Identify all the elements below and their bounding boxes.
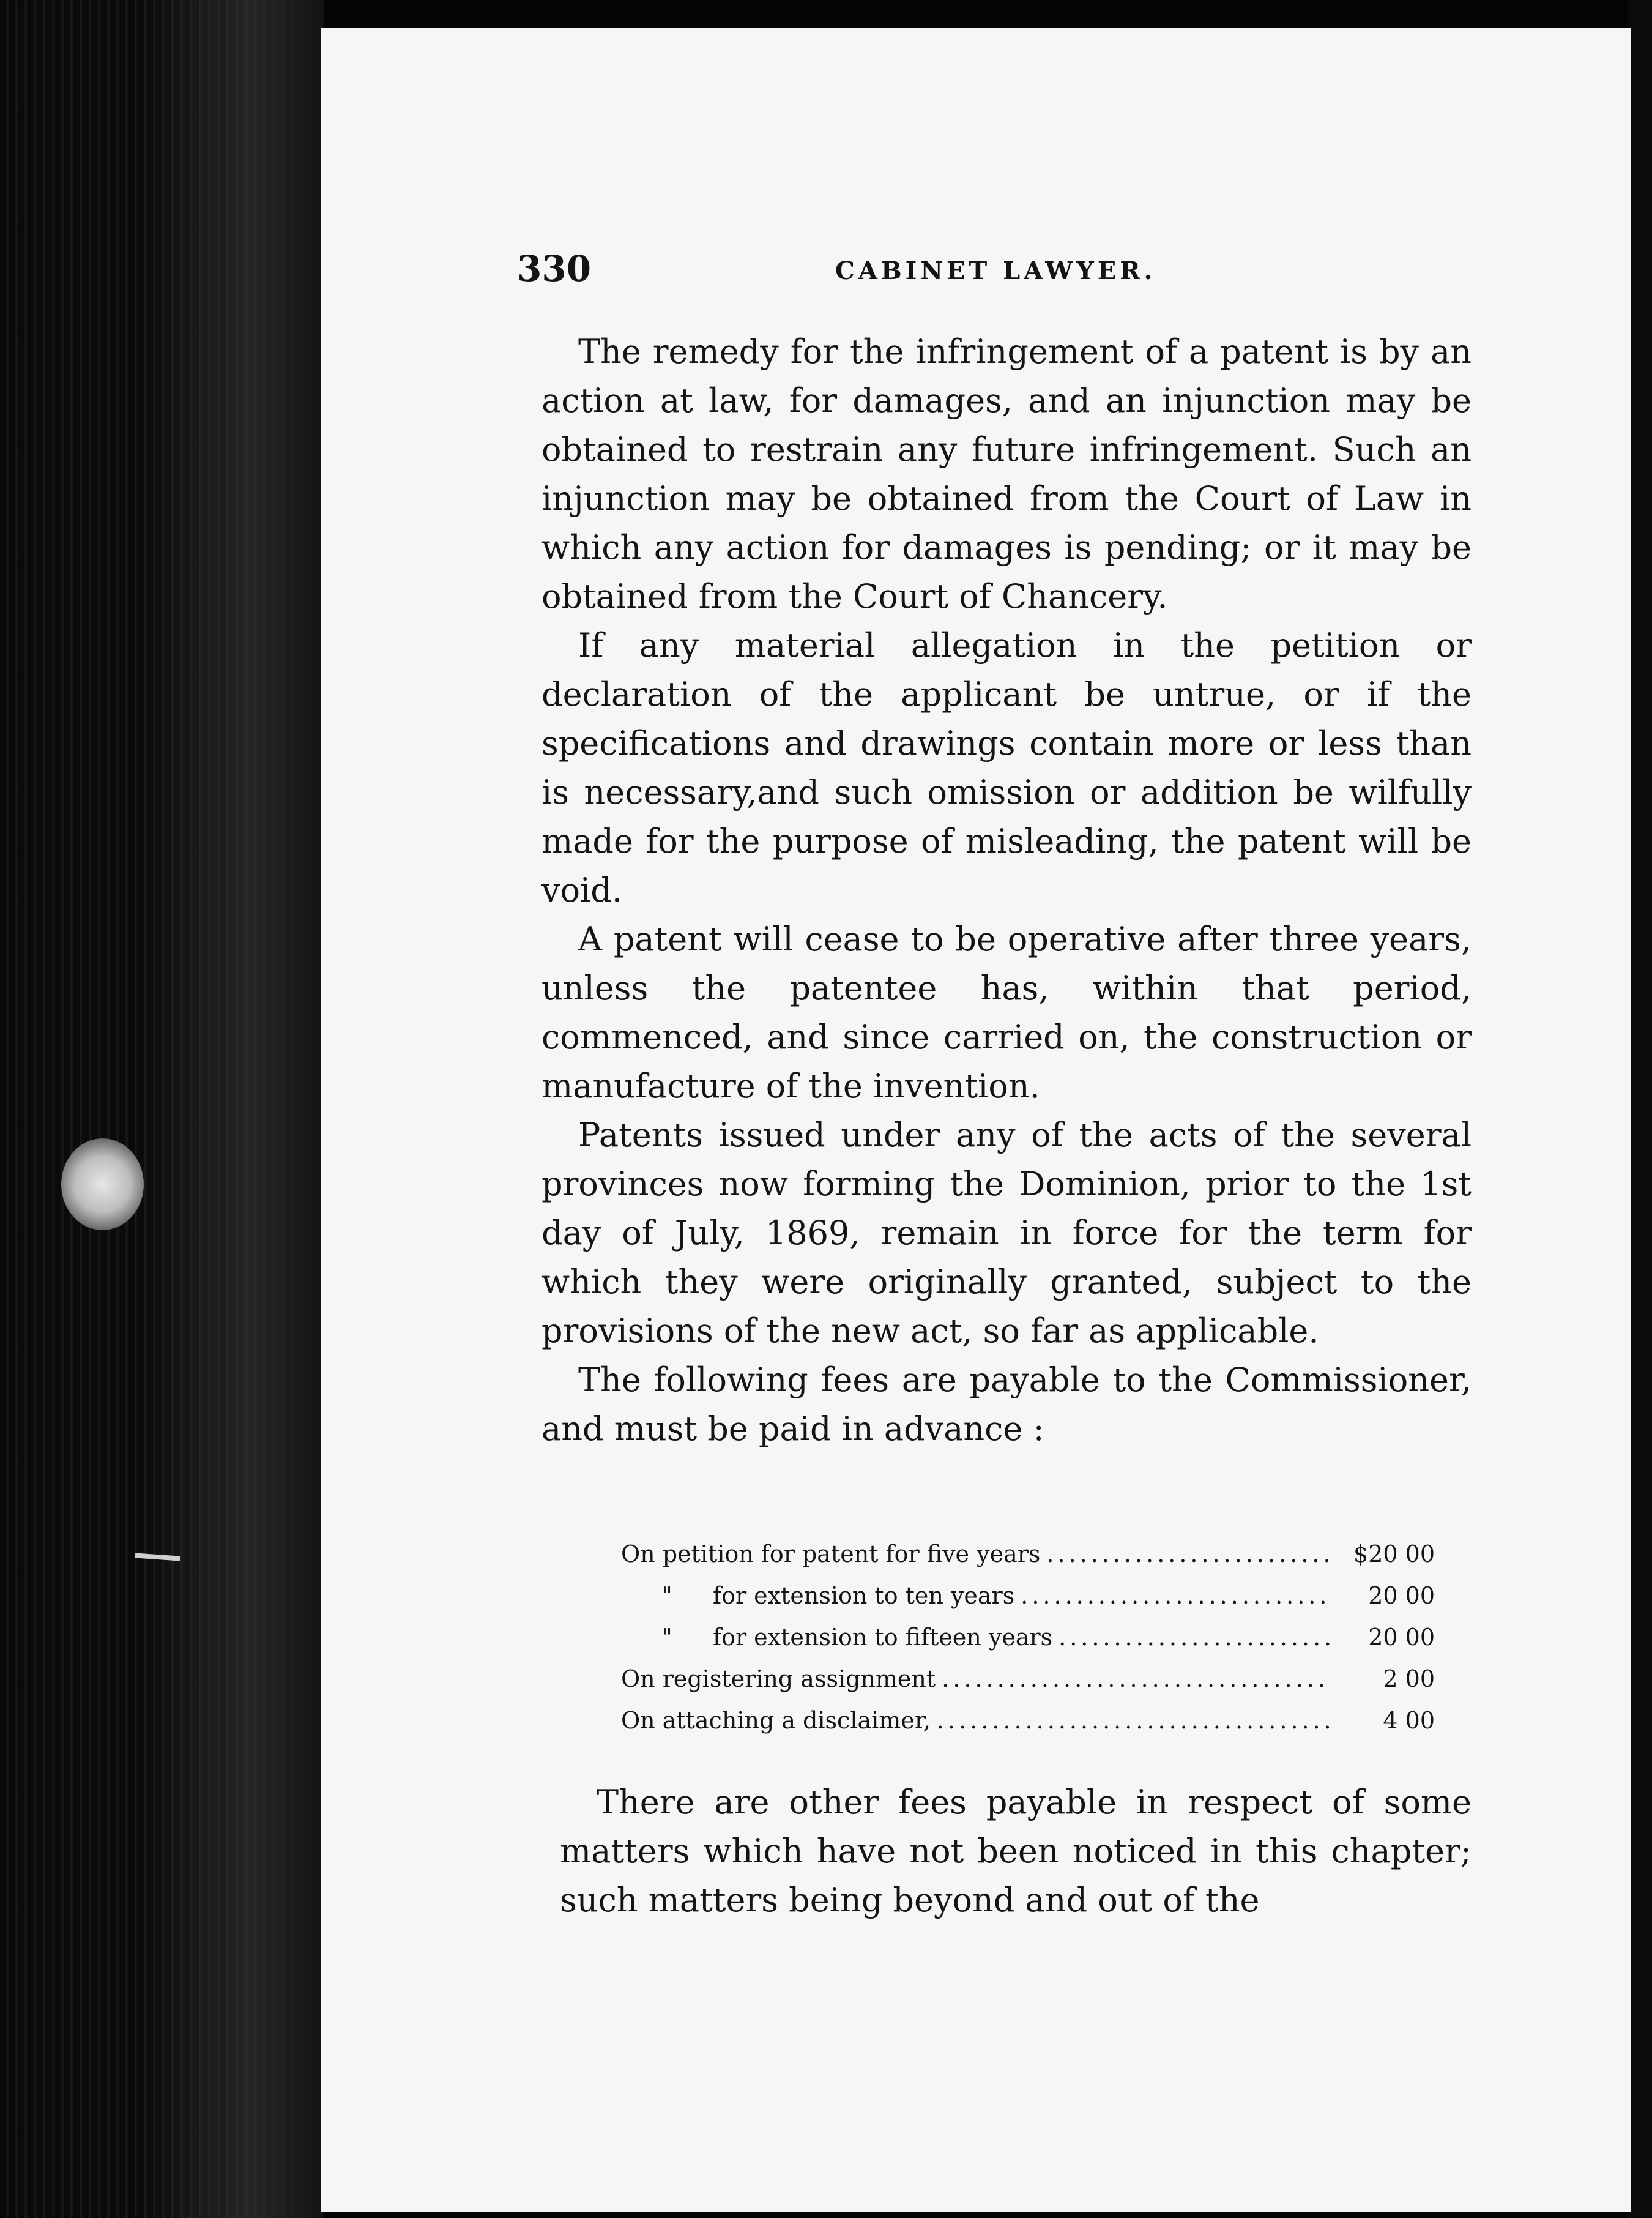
paragraph-cease: A patent will cease to be operative after three years, unless the patentee has, within that period, commenced, and since carried on, the construction or manufacture of the invention.	[541, 920, 1472, 1105]
leader-dots	[1046, 1533, 1331, 1575]
page-header	[517, 248, 1459, 315]
running-title: CABINET LAWYER.	[835, 256, 1156, 285]
fee-row	[621, 1658, 1435, 1700]
ditto-mark: "	[661, 1582, 672, 1609]
fee-label: On attaching a disclaimer,	[621, 1707, 931, 1734]
paragraph-provinces: Patents issued under any of the acts of the several provinces now forming the Dominion, prior to the 1st day of July, 1869, remain in force for the term for which they were originally granted, subject to the provisions of the new act, so far as applicable.	[541, 1116, 1472, 1350]
paragraph-other-fees: There are other fees payable in respect of some matters which have not been noticed in this chapter; such matters being beyond and out of the	[560, 1783, 1472, 1919]
fee-label: for extension to ten years	[713, 1582, 1015, 1609]
paragraph-fees-intro: The following fees are payable to the Commissioner, and must be paid in advance :	[541, 1361, 1472, 1448]
fee-amount: 20 00	[1368, 1582, 1435, 1609]
book-page	[321, 28, 1631, 2212]
paragraph-remedy: The remedy for the infringement of a patent is by an action at law, for damages, and an injunction may be obtained to restrain any future infringement. Such an injunction may be obtained from the Court of Law in which any action for damages is pending; or it may be obtained from the Court of Chancery.	[541, 332, 1472, 616]
fee-label: for extension to fifteen years	[713, 1624, 1053, 1651]
page-edge-shadow	[141, 0, 324, 2218]
fee-label: On petition for patent for five years	[621, 1540, 1041, 1567]
right-margin-edge	[1628, 0, 1652, 2218]
paragraph-allegation: If any material allegation in the petition or declaration of the applicant be untrue, or if the specifications and drawings contain more or less than is necessary,and such omission or addition be wilfully made for the purpose of misleading, the patent will be void.	[541, 626, 1472, 909]
fee-amount: $20 00	[1353, 1540, 1435, 1567]
closing-text	[560, 1778, 1472, 1925]
page-number: 330	[517, 248, 592, 289]
fee-row	[621, 1700, 1435, 1741]
fee-amount: 2 00	[1383, 1665, 1435, 1692]
fee-label: On registering assignment	[621, 1665, 936, 1692]
fee-row	[621, 1616, 1435, 1658]
fee-row	[621, 1575, 1435, 1616]
paper-blemish	[61, 1138, 144, 1230]
leader-dots	[1021, 1575, 1331, 1616]
fee-table	[621, 1533, 1435, 1741]
ditto-mark: "	[661, 1624, 672, 1651]
fee-row	[621, 1533, 1435, 1575]
leader-dots	[1059, 1616, 1331, 1658]
leader-dots	[937, 1700, 1331, 1741]
body-text	[541, 327, 1472, 1454]
fee-amount: 20 00	[1368, 1624, 1435, 1651]
fee-amount: 4 00	[1383, 1707, 1435, 1734]
leader-dots	[942, 1658, 1331, 1700]
